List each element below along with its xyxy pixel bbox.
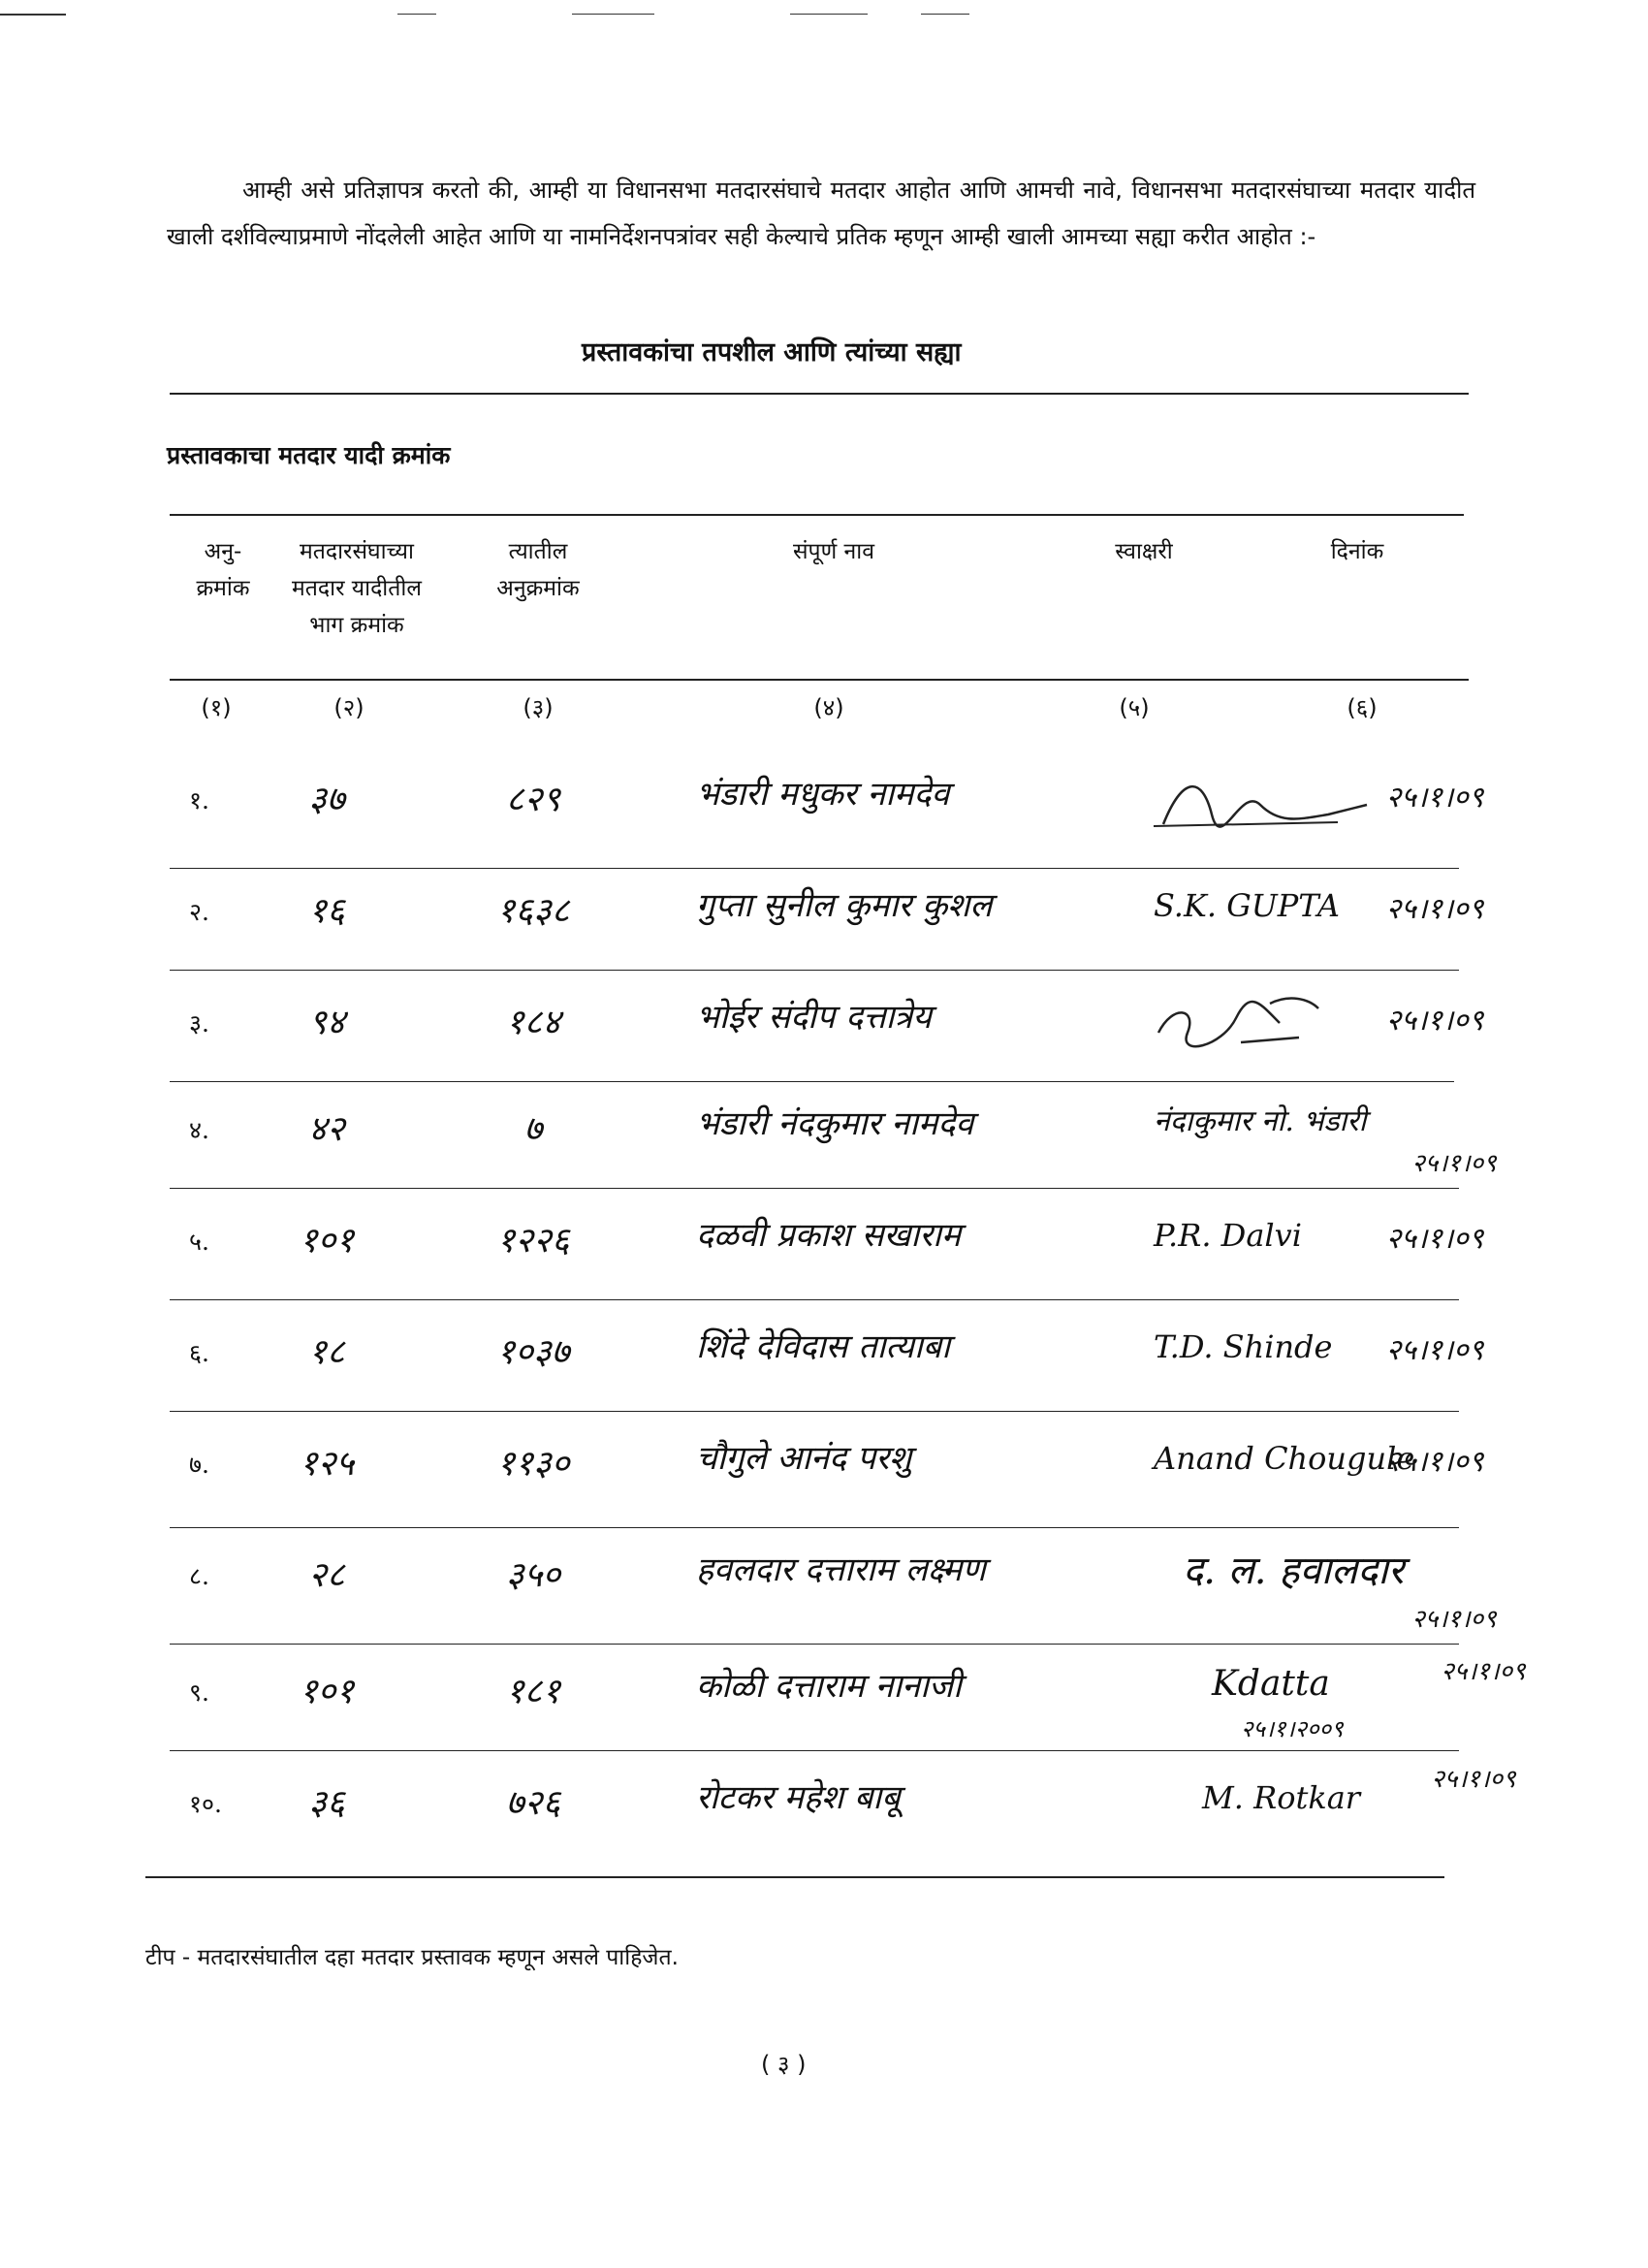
footnote: टीप - मतदारसंघातील दहा मतदार प्रस्तावक म्हणून असले पाहिजेत. <box>145 1945 679 1970</box>
row-part-number: ९४ <box>308 1003 345 1042</box>
table-row <box>0 766 1648 880</box>
row-full-name: गुप्ता सुनील कुमार कुशल <box>696 886 993 925</box>
row-full-name: रोटकर महेश बाबू <box>696 1778 901 1817</box>
row-full-name: शिंदे देविदास तात्याबा <box>696 1327 950 1366</box>
table-row <box>0 1658 1648 1773</box>
row-sub-serial: १८१ <box>505 1672 561 1711</box>
row-serial: २. <box>189 898 209 926</box>
row-part-number: १८ <box>308 1332 345 1372</box>
signature-text: S.K. GUPTA <box>1154 887 1340 924</box>
table-row <box>0 1096 1648 1210</box>
table-row <box>0 989 1648 1103</box>
row-sub-serial: ७२६ <box>505 1783 561 1823</box>
section-title: प्रस्तावकांचा तपशील आणि त्यांच्या सह्या <box>582 337 962 367</box>
column-number: (५) <box>1119 694 1150 721</box>
row-part-number: १६ <box>308 891 345 931</box>
top-edge-line <box>921 14 969 15</box>
table-row <box>0 878 1648 992</box>
row-serial: १०. <box>189 1790 222 1818</box>
top-edge-line <box>790 14 868 15</box>
row-full-name: भोईर संदीप दत्तात्रेय <box>696 998 932 1037</box>
row-sub-serial: १६३८ <box>496 891 570 931</box>
row-full-name: भंडारी मधुकर नामदेव <box>696 775 950 814</box>
signature-text: नंदाकुमार नो. भंडारी <box>1154 1104 1367 1138</box>
row-sub-serial: ७ <box>523 1109 543 1149</box>
signature-text: P.R. Dalvi <box>1154 1217 1302 1254</box>
column-heading-sub-serial: त्यातील अनुक्रमांक <box>496 539 580 601</box>
row-part-number: १२५ <box>299 1444 355 1484</box>
row-part-number: २८ <box>308 1555 345 1595</box>
row-serial: ५. <box>189 1228 209 1256</box>
row-divider <box>170 1750 1459 1751</box>
signature-text: द. ल. हवालदार <box>1183 1549 1405 1593</box>
top-edge-line <box>397 14 436 15</box>
row-serial: १. <box>189 786 209 815</box>
table-row <box>0 1207 1648 1322</box>
row-part-number: ३६ <box>308 1783 345 1823</box>
row-sub-serial: १२२६ <box>496 1221 570 1261</box>
table-row <box>0 1542 1648 1656</box>
divider-line <box>170 393 1469 395</box>
top-edge-line <box>572 14 654 15</box>
row-full-name: दळवी प्रकाश सखाराम <box>696 1216 962 1255</box>
row-divider <box>170 970 1459 971</box>
column-number: (२) <box>333 694 364 721</box>
row-serial: ९. <box>189 1678 209 1707</box>
signature-text: M. Rotkar <box>1202 1779 1361 1816</box>
divider-line <box>170 679 1469 681</box>
table-row <box>0 1765 1648 1884</box>
row-serial: ६. <box>189 1339 209 1367</box>
row-divider <box>170 1188 1459 1189</box>
row-sub-serial: ८२९ <box>505 780 561 819</box>
row-sub-serial: ११३० <box>496 1444 570 1484</box>
row-serial: ४. <box>189 1116 209 1144</box>
row-serial: ७. <box>189 1451 209 1479</box>
row-serial: ८. <box>189 1562 209 1590</box>
column-number: (६) <box>1347 694 1378 721</box>
signature-text: Kdatta <box>1212 1664 1330 1704</box>
row-date: २५।१।०९ <box>1431 1765 1516 1794</box>
row-full-name: कोळी दत्ताराम नानाजी <box>696 1667 962 1706</box>
row-divider <box>170 1081 1454 1082</box>
row-date: २५।१।०९ <box>1411 1149 1497 1178</box>
row-date: २५।१।०९ <box>1385 781 1484 815</box>
row-divider <box>170 1299 1459 1300</box>
row-date: २५।१।०९ <box>1385 1222 1484 1256</box>
row-part-number: १०१ <box>299 1221 355 1261</box>
row-sub-serial: १८४ <box>505 1003 561 1042</box>
row-divider <box>170 1644 1459 1645</box>
page-number: ( ३ ) <box>761 2051 807 2078</box>
row-sub-serial: १०३७ <box>496 1332 570 1372</box>
top-edge-line <box>0 14 66 16</box>
signature-date-text: २५।१।२००९ <box>1241 1715 1344 1742</box>
signature-text: Anand Chougule <box>1154 1440 1415 1477</box>
row-divider <box>170 1411 1459 1412</box>
row-full-name: चौगुले आनंद परशु <box>696 1439 912 1478</box>
column-number: (३) <box>523 694 554 721</box>
row-date: २५।१।०९ <box>1385 1004 1484 1038</box>
column-number: (४) <box>813 694 844 721</box>
divider-line <box>170 514 1464 516</box>
signature-text: T.D. Shinde <box>1154 1328 1333 1365</box>
row-sub-serial: ३५० <box>505 1555 561 1595</box>
table-bottom-line <box>145 1876 1444 1878</box>
row-full-name: हवलदार दत्ताराम लक्ष्मण <box>696 1550 986 1589</box>
row-full-name: भंडारी नंदकुमार नामदेव <box>696 1104 974 1143</box>
row-part-number: १०१ <box>299 1672 355 1711</box>
row-divider <box>170 1527 1459 1528</box>
column-heading-full-name: संपूर्ण नाव <box>792 539 875 564</box>
voter-list-label: प्रस्तावकाचा मतदार यादी क्रमांक <box>167 441 451 469</box>
column-heading-signature: स्वाक्षरी <box>1115 539 1173 564</box>
row-date: २५।१।०९ <box>1441 1657 1526 1686</box>
row-date: २५।१।०९ <box>1385 1445 1484 1479</box>
table-row <box>0 1319 1648 1433</box>
row-date: २५।१।०९ <box>1385 892 1484 926</box>
row-part-number: ४२ <box>308 1109 345 1149</box>
column-heading-serial: अनु- क्रमांक <box>196 539 250 601</box>
intro-paragraph: आम्ही असे प्रतिज्ञापत्र करतो की, आम्ही या विधानसभा मतदारसंघाचे मतदार आहोत आणि आमची नावे, विधानसभा मतदारसंघाच्या मतदार यादीत खाली दर्शविल्याप्रमाणे नोंदलेली आहेत आणि या नामनिर्देशनपत्रांवर सही केल्याचे प्रतिक म्हणून आम्ही खाली आमच्या सह्या करीत आहोत :- <box>167 176 1475 250</box>
column-number: (१) <box>201 694 232 721</box>
row-part-number: ३७ <box>308 780 345 819</box>
row-date: २५।१।०९ <box>1385 1333 1484 1367</box>
column-heading-part-number: मतदारसंघाच्या मतदार यादीतील भाग क्रमांक <box>292 539 422 638</box>
row-date: २५।१।०९ <box>1411 1605 1497 1634</box>
row-divider <box>170 868 1459 869</box>
column-heading-date: दिनांक <box>1330 539 1384 564</box>
row-serial: ३. <box>189 1009 209 1038</box>
